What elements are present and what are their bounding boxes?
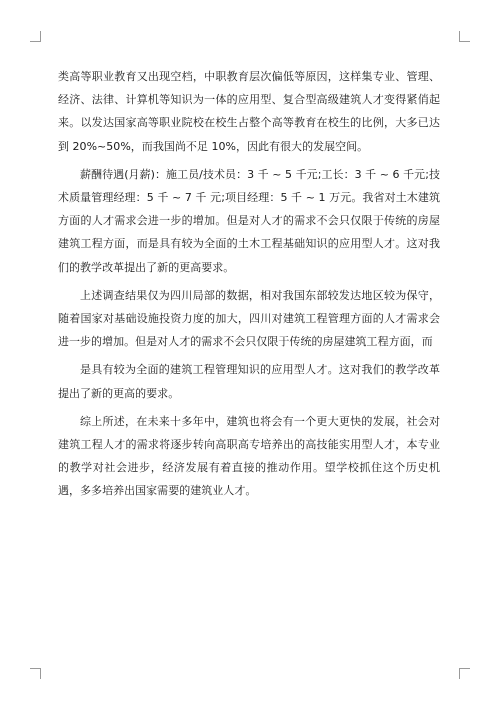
- paragraph-survey-results: 上述调查结果仅为四川局部的数据，相对我国东部较发达地区较为保守，随着国家对基础设施投资力度的加大，四川对建筑工程管理方面的人才需求会进一步的增加。但是对人才的需求不会只仅限于传统的房屋建筑工程方面，而: [58, 288, 440, 349]
- page-corner-mark-bottom-left: [30, 668, 41, 679]
- page-corner-mark-top-right: [459, 31, 470, 42]
- paragraph-salary: 薪酬待遇(月薪)：施工员/技术员：3 千 ~ 5 千元;工长：3 千 ~ 6 千元;技术质量管理经理：5 千 ~ 7 千 元;项目经理：5 千 ~ 1 万元。我省对土木建筑方面的人才需求会进一步的增加。但是对人才的需求不会只仅限于传统的房屋建筑工程方面，而是具有较为全面的土木工程基础知识的应用型人才。这对我们的教学改革提出了新的更高要求。: [58, 167, 440, 274]
- paragraph-survey-continuation: 是具有较为全面的建筑工程管理知识的应用型人才。这对我们的教学改革提出了新的更高的要求。: [58, 363, 440, 400]
- page-corner-mark-top-left: [30, 31, 41, 42]
- paragraph-demand-background: 类高等职业教育又出现空档，中职教育层次偏低等原因，这样集专业、管理、经济、法律、计算机等知识为一体的应用型、复合型高级建筑人才变得紧俏起来。以发达国家高等职业院校在校生占整个高等教育在校生的比例，大多已达到 20%~50%，而我国尚不足 10%，因此有很大的发展空间。: [58, 70, 440, 153]
- document-body: [58, 65, 440, 508]
- page-corner-mark-bottom-right: [459, 668, 470, 679]
- paragraph-conclusion: 综上所述，在未来十多年中，建筑也将会有一个更大更快的发展，社会对建筑工程人才的需求将逐步转向高职高专培养出的高技能实用型人才，本专业的教学对社会进步，经济发展有着直接的推动作用。望学校抓住这个历史机遇，多多培养出国家需要的建筑业人才。: [58, 414, 440, 498]
